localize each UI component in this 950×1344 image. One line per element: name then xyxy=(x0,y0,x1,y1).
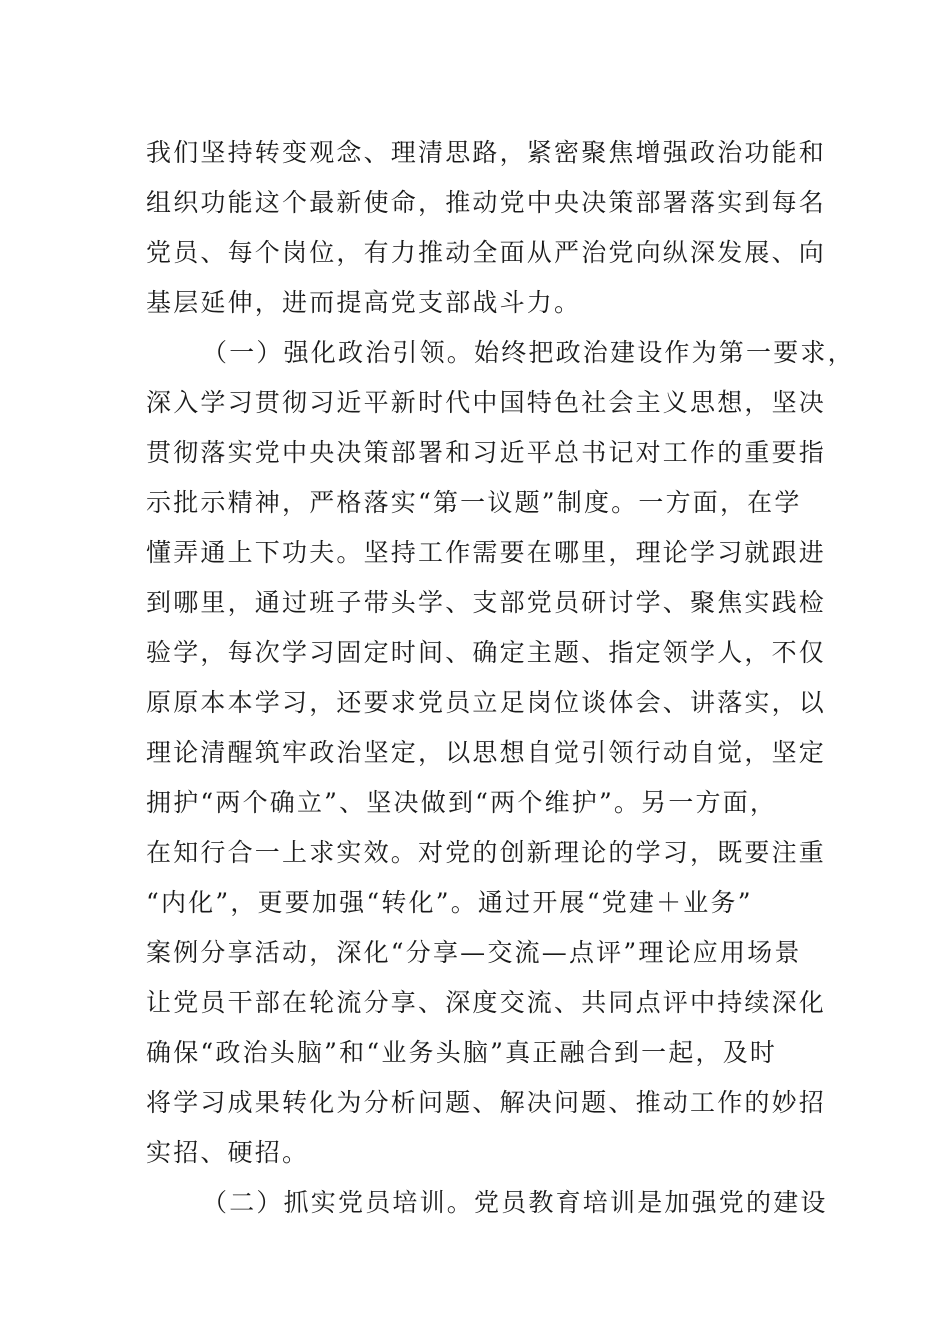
text-line: 我们坚持转变观念、理清思路，紧密聚焦增强政治功能和 xyxy=(146,138,827,167)
text-line: 贯彻落实党中央决策部署和习近平总书记对工作的重要指 xyxy=(146,438,827,467)
text-line: 在知行合一上求实效。对党的创新理论的学习，既要注重 xyxy=(146,838,827,867)
text-line: 案例分享活动，深化“分享—交流—点评”理论应用场景 xyxy=(146,938,802,967)
text-line: 理论清醒筑牢政治坚定，以思想自觉引领行动自觉，坚定 xyxy=(146,738,827,767)
text-line: 党员、每个岗位，有力推动全面从严治党向纵深发展、向 xyxy=(146,238,827,267)
text-line: 让党员干部在轮流分享、深度交流、共同点评中持续深化 xyxy=(146,988,827,1017)
text-line: 示批示精神，严格落实“第一议题”制度。一方面，在学 xyxy=(146,488,802,517)
text-line: 基层延伸，进而提高党支部战斗力。 xyxy=(146,288,582,317)
text-line: 到哪里，通过班子带头学、支部党员研讨学、聚焦实践检 xyxy=(146,588,827,617)
text-line: 原原本本学习，还要求党员立足岗位谈体会、讲落实，以 xyxy=(146,688,827,717)
text-line: 懂弄通上下功夫。坚持工作需要在哪里，理论学习就跟进 xyxy=(146,538,827,567)
text-line: 实招、硬招。 xyxy=(146,1138,310,1167)
text-line: （一）强化政治引领。始终把政治建设作为第一要求， xyxy=(202,338,855,367)
text-line: 确保“政治头脑”和“业务头脑”真正融合到一起，及时 xyxy=(146,1038,778,1067)
text-line: 拥护“两个确立”、坚决做到“两个维护”。另一方面， xyxy=(146,788,778,817)
text-line: 将学习成果转化为分析问题、解决问题、推动工作的妙招 xyxy=(146,1088,827,1117)
text-line: 验学，每次学习固定时间、确定主题、指定领学人，不仅 xyxy=(146,638,827,667)
text-line: （二）抓实党员培训。党员教育培训是加强党的建设 xyxy=(202,1188,828,1217)
text-line: 深入学习贯彻习近平新时代中国特色社会主义思想，坚决 xyxy=(146,388,827,417)
text-line: “内化”，更要加强“转化”。通过开展“党建＋业务” xyxy=(146,888,753,917)
text-line: 组织功能这个最新使命，推动党中央决策部署落实到每名 xyxy=(146,188,827,217)
